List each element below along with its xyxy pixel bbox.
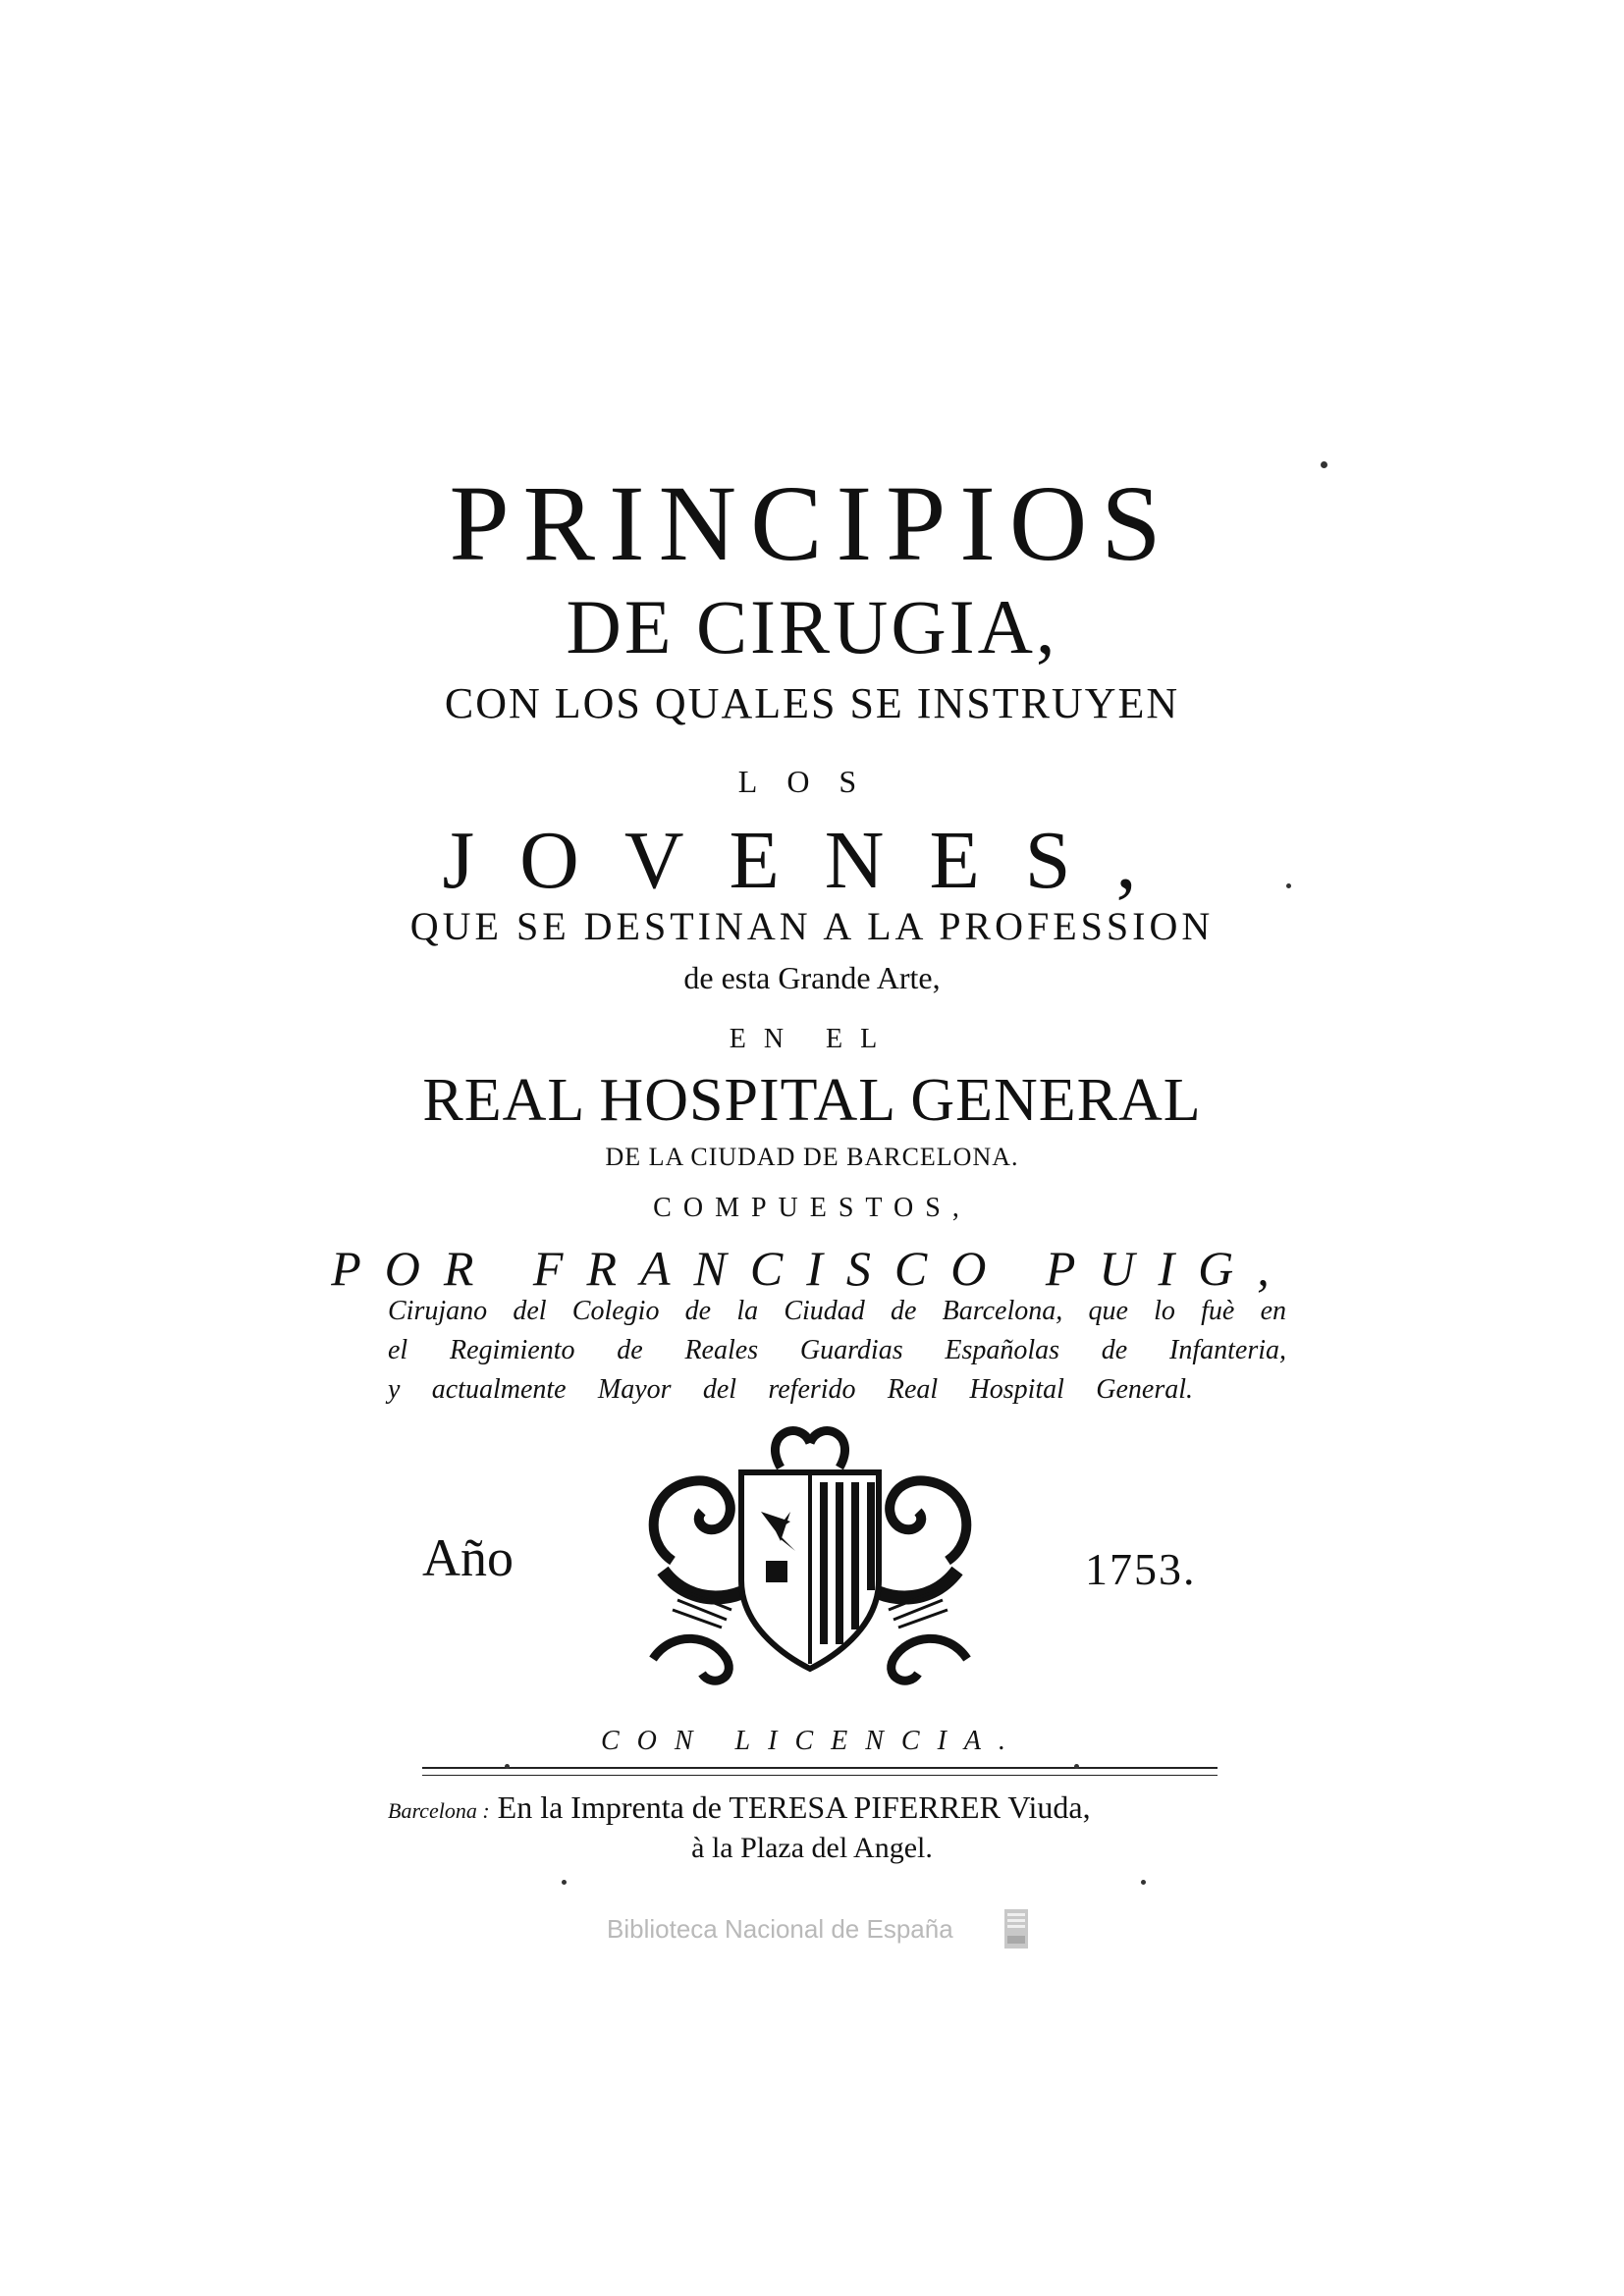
subtitle-jovenes: JOVENES, [442, 815, 1182, 906]
city-name: DE LA CIUDAD DE BARCELONA. [605, 1143, 1019, 1171]
print-speck [1141, 1880, 1146, 1885]
licence-label: CON LICENCIA. [600, 1726, 1024, 1756]
subtitle-profession: QUE SE DESTINAN A LA PROFESSION [409, 904, 1215, 948]
imprint-line-1 [388, 1791, 1252, 1823]
year-value: 1753. [1085, 1544, 1197, 1594]
library-logo-icon [1003, 1908, 1029, 1949]
coat-of-arms-emblem [633, 1414, 987, 1698]
author-name: POR FRANCISCO PUIG, [331, 1241, 1293, 1296]
print-speck [1074, 1764, 1079, 1769]
divider-rule [422, 1767, 1218, 1769]
title-de-cirugia: DE CIRUGIA, [566, 584, 1058, 669]
author-description-line: Cirujano del Colegio de la Ciudad de Barcelona, que lo fuè en [388, 1296, 1286, 1326]
print-speck [505, 1764, 510, 1769]
library-watermark: Biblioteca Nacional de España [607, 1914, 953, 1944]
author-description-line: el Regimiento de Reales Guardias Españolas de Infanteria, [388, 1335, 1286, 1365]
divider-rule [422, 1775, 1218, 1776]
hospital-name: REAL HOSPITAL GENERAL [422, 1067, 1202, 1134]
subtitle-grande-arte: de esta Grande Arte, [683, 960, 941, 995]
print-speck [1286, 883, 1291, 888]
subtitle-en-el: EN EL [729, 1024, 895, 1054]
year-label: Año [422, 1528, 514, 1587]
print-speck [1321, 461, 1327, 468]
author-description-line: y actualmente Mayor del referido Real Hospital General. [388, 1374, 1193, 1405]
imprint-printer: En la Imprenta de TERESA PIFERRER Viuda, [497, 1789, 1091, 1825]
subtitle-los: LOS [737, 764, 887, 799]
subtitle-line-1: CON LOS QUALES SE INSTRUYEN [444, 679, 1180, 727]
title-principios: PRINCIPIOS [449, 463, 1175, 583]
compuestos-label: COMPUESTOS, [653, 1193, 971, 1223]
print-speck [562, 1880, 567, 1885]
imprint-city: Barcelona : [388, 1798, 490, 1823]
imprint-line-2: à la Plaza del Angel. [691, 1832, 933, 1864]
